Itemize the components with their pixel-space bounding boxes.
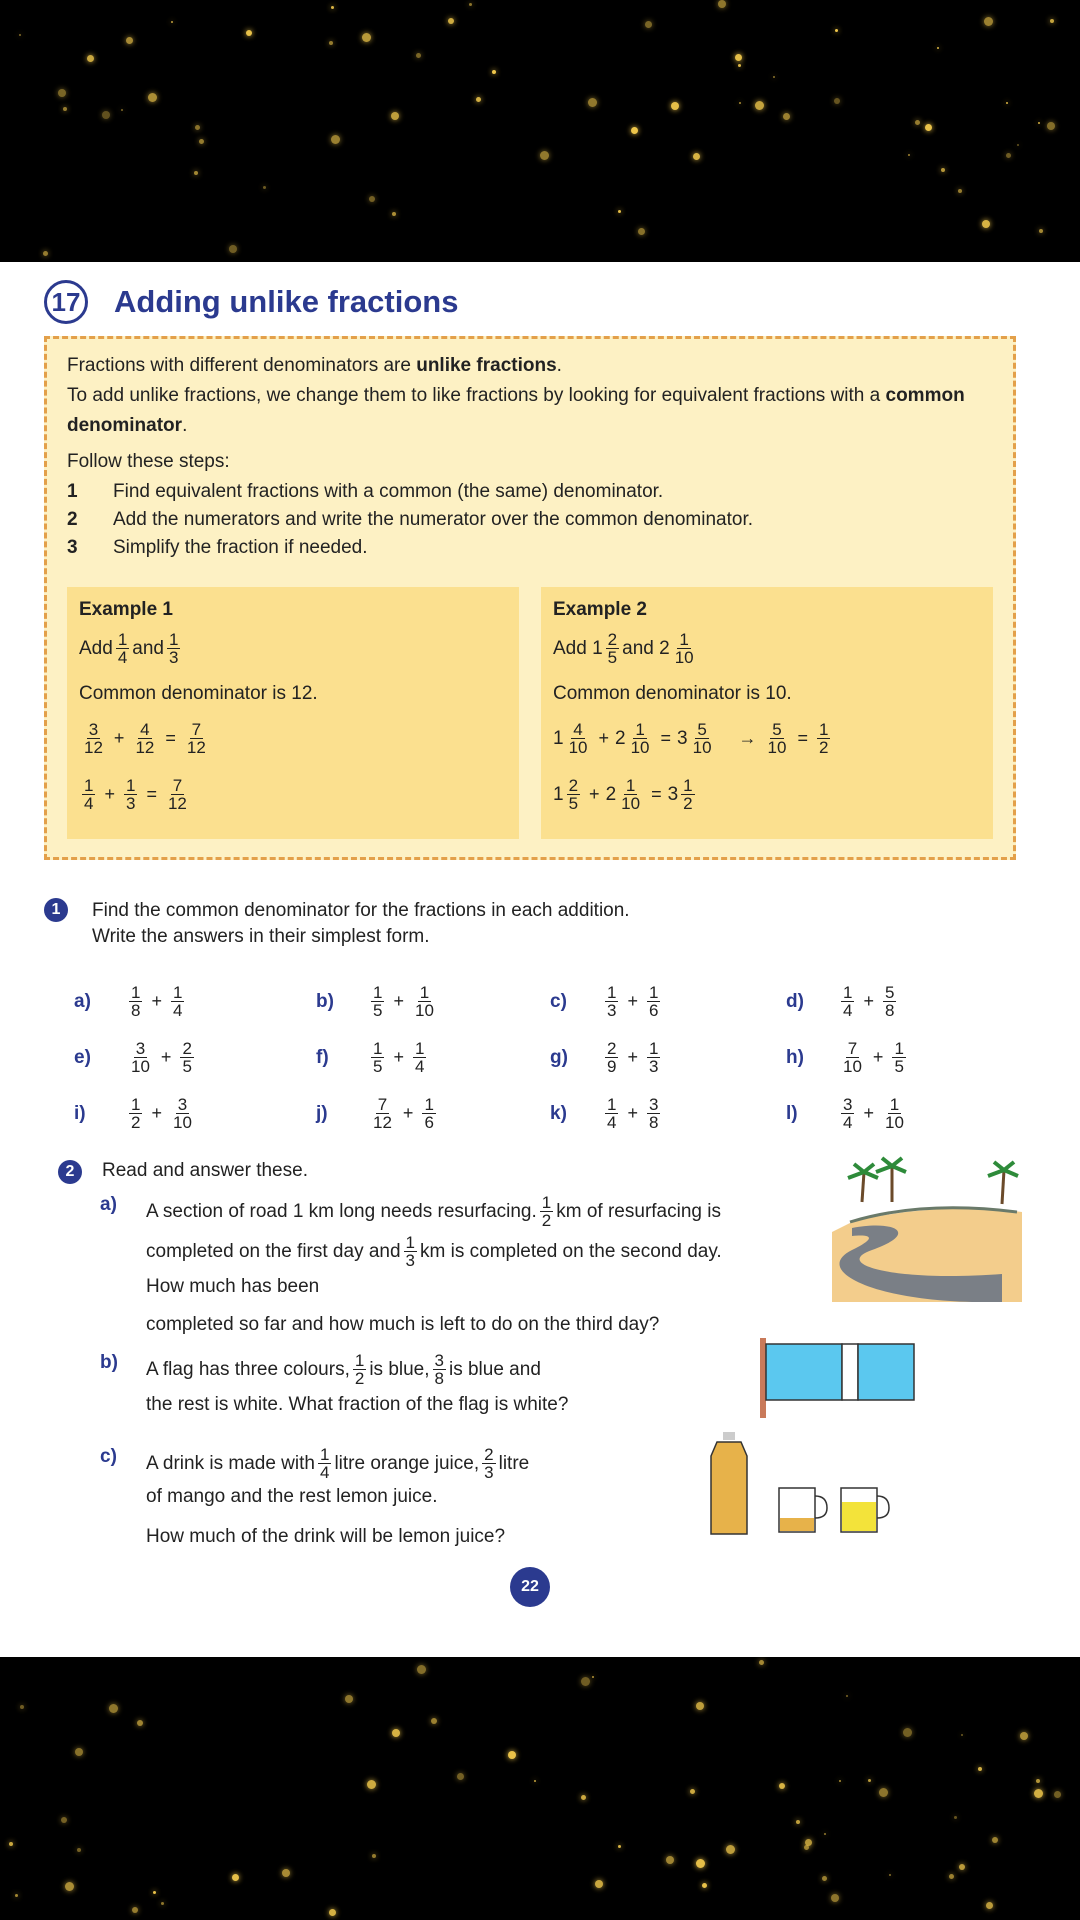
fraction: $\frac{1}{5}$	[894, 1039, 904, 1076]
step-number: 1	[67, 481, 78, 502]
plus-sign: +	[113, 728, 125, 748]
whole-number: 1	[592, 637, 603, 659]
sparkle-dot	[102, 111, 110, 119]
sparkle-dot	[392, 212, 396, 216]
question-2-heading: Read and answer these.	[102, 1160, 308, 1181]
fraction: $\frac{3}{8}$	[648, 1095, 659, 1132]
sparkle-dot	[696, 1702, 704, 1710]
sparkle-dot	[986, 1902, 993, 1909]
sparkle-dot	[982, 220, 990, 228]
exercise-item	[74, 1096, 197, 1131]
exercise-item	[74, 984, 187, 1019]
fraction: $\frac{1}{10}$	[884, 1095, 904, 1132]
sparkle-dot	[954, 1816, 957, 1819]
sparkle-dot	[773, 76, 775, 78]
intro-line2-end: .	[182, 415, 188, 436]
fraction: $\frac{1}{4}$	[843, 983, 853, 1020]
sub-label: b)	[100, 1352, 118, 1373]
step-text: Add the numerators and write the numerator over the common denominator.	[113, 509, 754, 530]
instruction-line: Find the common denominator for the fractions in each addition.	[92, 900, 630, 921]
plus-sign: +	[863, 991, 874, 1011]
plus-sign: +	[151, 991, 162, 1011]
sparkle-dot	[58, 89, 66, 97]
sparkle-dot	[759, 1660, 764, 1665]
equals-sign: =	[146, 784, 157, 804]
sparkle-dot	[194, 171, 198, 175]
sparkle-dot	[476, 97, 481, 102]
plus-sign: +	[402, 1103, 414, 1123]
exercise-item	[74, 1040, 197, 1075]
sparkle-dot	[121, 109, 123, 111]
fraction: $\frac{3}{12}$	[84, 720, 103, 757]
sparkle-dot	[15, 1894, 18, 1897]
item-label: b)	[316, 990, 334, 1012]
palm-tree-icon	[848, 1158, 1018, 1204]
sub-label: c)	[100, 1446, 117, 1467]
exercise-item	[550, 1040, 663, 1075]
sparkle-dot	[391, 112, 399, 120]
plus-sign: +	[627, 1047, 638, 1067]
q2a-line-3: How much has been	[146, 1276, 320, 1297]
fraction: $\frac{1}{2}$	[131, 1095, 141, 1132]
sparkle-dot	[9, 1842, 13, 1846]
q2a-line-1: A section of road 1 km long needs resurfacing. $\frac{1}{2}$ km of resurfacing is	[146, 1193, 721, 1230]
sparkle-dot	[448, 18, 454, 24]
question-1-instructions	[92, 898, 630, 950]
fraction: $\frac{1}{6}$	[424, 1095, 434, 1132]
sparkle-dot	[372, 1854, 376, 1858]
explanation-box	[44, 336, 1016, 860]
plus-sign: +	[151, 1103, 162, 1123]
example-1-answer	[79, 777, 192, 812]
question-2-badge	[58, 1160, 82, 1184]
item-label: g)	[550, 1046, 568, 1068]
sparkle-dot	[738, 64, 741, 67]
fraction: $\frac{4}{10}$	[568, 720, 588, 757]
sparkle-dot	[1050, 19, 1054, 23]
chapter-number-badge: 17	[44, 280, 88, 324]
and-word: and	[132, 637, 164, 659]
sparkle-dot	[915, 120, 920, 125]
sparkle-dot	[1020, 1732, 1028, 1740]
sparkle-dot	[595, 1880, 603, 1888]
item-label: k)	[550, 1102, 567, 1124]
exercise-item	[786, 1096, 909, 1131]
fraction: $\frac{1}{2}$	[818, 720, 829, 757]
sparkle-dot	[925, 124, 932, 131]
exercise-item	[550, 1096, 663, 1131]
q2c-line-1: A drink is made with $\frac{1}{4}$ litre orange juice, $\frac{2}{3}$ litre	[146, 1445, 530, 1482]
fraction: $\frac{1}{10}$	[674, 630, 694, 667]
fraction: $\frac{1}{4}$	[607, 1095, 617, 1132]
step-2	[67, 509, 753, 531]
intro-line1-end: .	[556, 355, 562, 376]
sparkle-dot	[263, 186, 266, 189]
sparkle-dot	[783, 113, 790, 120]
sparkle-dot	[889, 1874, 891, 1876]
example-1-question	[79, 631, 183, 666]
page-number-badge: 22	[510, 1567, 550, 1607]
plus-sign: +	[589, 784, 600, 804]
fraction: $\frac{2}{5}$	[568, 776, 579, 813]
sparkle-dot	[1047, 122, 1055, 130]
sparkle-dot	[492, 70, 496, 74]
sparkle-dot	[868, 1779, 871, 1782]
chapter-header	[44, 280, 458, 324]
sparkle-dot	[984, 17, 993, 26]
equals-sign: =	[660, 728, 672, 748]
sparkle-dot	[195, 125, 200, 130]
fraction: $\frac{1}{3}$	[405, 1233, 416, 1270]
fraction: $\frac{5}{10}$	[692, 720, 712, 757]
plus-sign: +	[863, 1103, 874, 1123]
example-2-panel	[541, 587, 993, 839]
exercise-item	[316, 1040, 429, 1075]
sparkle-dot	[693, 153, 700, 160]
fraction: $\frac{7}{12}$	[373, 1095, 392, 1132]
step-number: 2	[67, 509, 78, 530]
sparkle-dot	[958, 189, 962, 193]
sparkle-dot	[879, 1788, 888, 1797]
intro-line1-text: Fractions with different denominators are	[67, 355, 417, 376]
fraction: $\frac{1}{10}$	[630, 720, 650, 757]
sub-label: a)	[100, 1194, 117, 1215]
sparkle-dot	[834, 98, 840, 104]
sparkle-dot	[755, 101, 764, 110]
sparkle-dot	[581, 1795, 586, 1800]
fraction: $\frac{4}{12}$	[135, 720, 155, 757]
question-number: 2	[58, 1160, 82, 1184]
plus-sign: +	[598, 728, 610, 748]
sparkle-dot	[941, 168, 945, 172]
example-1-working	[79, 721, 211, 756]
sparkle-dot	[540, 151, 549, 160]
add-word: Add	[553, 637, 587, 659]
sparkle-dot	[581, 1677, 590, 1686]
fraction: $\frac{1}{5}$	[373, 1039, 383, 1076]
sparkle-dot	[65, 1882, 74, 1891]
sparkle-dot	[77, 1848, 81, 1852]
intro-term-common: common denominator	[67, 385, 965, 436]
sparkle-dot	[937, 47, 939, 49]
fraction: $\frac{2}{5}$	[182, 1039, 192, 1076]
sparkle-dot	[20, 1705, 24, 1709]
arrow-right-icon: →	[738, 728, 757, 748]
intro-term-unlike: unlike fractions	[416, 355, 557, 376]
sparkle-dot	[282, 1869, 290, 1877]
fraction: $\frac{1}{3}$	[648, 1039, 659, 1076]
plus-sign: +	[104, 784, 115, 804]
sparkle-dot	[696, 1859, 705, 1868]
item-label: j)	[316, 1102, 328, 1124]
sparkle-dot	[592, 1676, 594, 1678]
exercise-item	[550, 984, 663, 1019]
sparkle-dot	[961, 1734, 963, 1736]
item-label: d)	[786, 990, 804, 1012]
exercise-item	[786, 984, 899, 1019]
fraction: $\frac{1}{5}$	[373, 983, 383, 1020]
sparkle-dot	[1017, 144, 1019, 146]
fraction: $\frac{5}{10}$	[767, 720, 787, 757]
sparkle-dot	[618, 1845, 621, 1848]
fraction: $\frac{1}{4}$	[319, 1445, 330, 1482]
steps-heading: Follow these steps:	[67, 451, 230, 472]
sparkle-dot	[1039, 229, 1043, 233]
example-2-question	[553, 631, 699, 666]
fraction: $\frac{3}{4}$	[843, 1095, 853, 1132]
fraction: $\frac{1}{4}$	[84, 776, 94, 813]
instruction-line: Write the answers in their simplest form.	[92, 926, 430, 947]
sparkle-dot	[1036, 1779, 1040, 1783]
fraction: $\frac{2}{5}$	[607, 630, 618, 667]
sparkle-dot	[804, 1845, 809, 1850]
q2b-line-1: A flag has three colours, $\frac{1}{2}$ is blue, $\frac{3}{8}$ is blue and	[146, 1351, 541, 1388]
item-label: h)	[786, 1046, 804, 1068]
sparkle-dot	[1034, 1789, 1043, 1798]
step-number: 3	[67, 537, 78, 558]
sparkle-dot	[148, 93, 157, 102]
sparkle-dot	[959, 1864, 965, 1870]
item-label: e)	[74, 1046, 91, 1068]
sparkle-dot	[992, 1837, 998, 1843]
item-label: l)	[786, 1102, 798, 1124]
fraction: $\frac{5}{8}$	[884, 983, 895, 1020]
sparkle-dot	[246, 30, 252, 36]
jug-icon	[779, 1488, 827, 1532]
chapter-title: Adding unlike fractions	[114, 284, 459, 319]
sparkle-dot	[831, 1894, 839, 1902]
add-word: Add	[79, 637, 113, 659]
sparkle-dot	[978, 1767, 982, 1771]
sparkle-dot	[331, 6, 334, 9]
example-1-title: Example 1	[79, 599, 173, 620]
example-1-panel	[67, 587, 519, 839]
exercise-item	[316, 1096, 439, 1131]
item-label: c)	[550, 990, 567, 1012]
sparkle-dot	[718, 0, 726, 8]
sparkle-dot	[229, 245, 237, 253]
sparkle-dot	[1038, 122, 1040, 124]
sparkle-dot	[739, 102, 741, 104]
whole-number: 3	[667, 783, 679, 805]
fraction: $\frac{1}{10}$	[414, 983, 434, 1020]
fraction: $\frac{1}{6}$	[648, 983, 659, 1020]
flag-illustration	[758, 1338, 918, 1418]
fraction: $\frac{1}{4}$	[414, 1039, 425, 1076]
whole-number: 3	[677, 727, 688, 749]
plus-sign: +	[627, 1103, 638, 1123]
sparkle-dot	[392, 1729, 400, 1737]
fraction: $\frac{1}{3}$	[607, 983, 617, 1020]
sparkle-dot	[362, 33, 371, 42]
sparkle-dot	[199, 139, 204, 144]
sparkle-dot	[1006, 153, 1011, 158]
whole-number: 2	[615, 727, 626, 749]
step-1	[67, 481, 663, 503]
sparkle-dot	[153, 1891, 156, 1894]
sparkle-dot	[43, 251, 48, 256]
sparkle-dot	[87, 55, 94, 62]
example-1-common: Common denominator is 12.	[79, 683, 318, 704]
q2b-line-2: the rest is white. What fraction of the flag is white?	[146, 1394, 569, 1415]
sparkle-dot	[132, 1907, 138, 1913]
whole-number: 1	[553, 727, 564, 749]
sparkle-dot	[588, 98, 597, 107]
exercise-item	[786, 1040, 909, 1075]
sparkle-dot	[126, 37, 133, 44]
plus-sign: +	[393, 1047, 404, 1067]
jug-icon	[841, 1488, 889, 1532]
sparkle-dot	[671, 102, 679, 110]
textbook-page	[0, 262, 1080, 1657]
example-2-working	[553, 721, 833, 756]
sparkle-dot	[431, 1718, 437, 1724]
plus-sign: +	[393, 991, 404, 1011]
sparkle-dot	[534, 1780, 536, 1782]
whole-number: 1	[553, 783, 564, 805]
whole-number: 2	[659, 637, 670, 659]
fraction: $\frac{7}{12}$	[186, 720, 206, 757]
question-number: 1	[44, 898, 68, 922]
sparkle-dot	[839, 1780, 841, 1782]
sparkle-dot	[735, 54, 742, 61]
fraction: $\frac{3}{8}$	[434, 1351, 444, 1388]
plus-sign: +	[627, 991, 638, 1011]
fraction: $\frac{1}{4}$	[117, 630, 128, 667]
equals-sign: =	[797, 728, 808, 748]
sparkle-dot	[417, 1665, 426, 1674]
q2c-line-3: How much of the drink will be lemon juice?	[146, 1526, 506, 1547]
fraction: $\frac{1}{3}$	[168, 630, 179, 667]
equals-sign: =	[651, 784, 662, 804]
fraction: $\frac{1}{3}$	[125, 776, 136, 813]
fraction: $\frac{1}{8}$	[131, 983, 141, 1020]
sparkle-dot	[638, 228, 645, 235]
q2a-line-2: completed on the first day and $\frac{1}{3}$ km is completed on the second day.	[146, 1233, 722, 1270]
sparkle-dot	[631, 127, 638, 134]
plus-sign: +	[160, 1047, 172, 1067]
fraction: $\frac{1}{4}$	[172, 983, 183, 1020]
sparkle-dot	[949, 1874, 954, 1879]
fraction: $\frac{1}{10}$	[621, 776, 641, 813]
sparkle-dot	[61, 1817, 67, 1823]
sparkle-dot	[19, 34, 21, 36]
sparkle-dot	[908, 154, 910, 156]
sparkle-dot	[779, 1783, 785, 1789]
q2c-line-2: of mango and the rest lemon juice.	[146, 1486, 438, 1507]
intro-text	[67, 351, 1007, 441]
fraction: $\frac{3}{10}$	[172, 1095, 192, 1132]
sparkle-dot	[469, 3, 472, 6]
sparkle-dot	[822, 1876, 827, 1881]
sparkle-dot	[1054, 1791, 1061, 1798]
example-2-answer	[553, 777, 698, 812]
question-1-badge	[44, 898, 68, 922]
sparkle-dot	[369, 196, 375, 202]
item-label: i)	[74, 1102, 86, 1124]
item-label: a)	[74, 990, 91, 1012]
sparkle-dot	[345, 1695, 353, 1703]
sparkle-dot	[835, 29, 838, 32]
sparkle-dot	[796, 1820, 800, 1824]
sparkle-dot	[367, 1780, 376, 1789]
step-3	[67, 537, 368, 559]
example-2-title: Example 2	[553, 599, 647, 620]
sparkle-dot	[645, 21, 652, 28]
fraction: $\frac{2}{9}$	[607, 1039, 617, 1076]
fraction: $\frac{1}{2}$	[541, 1193, 552, 1230]
plus-sign: +	[872, 1047, 884, 1067]
top-starfield-background	[0, 0, 1080, 262]
sparkle-dot	[416, 53, 421, 58]
sparkle-dot	[508, 1751, 516, 1759]
sparkle-dot	[457, 1773, 464, 1780]
sparkle-dot	[1006, 102, 1008, 104]
sparkle-dot	[331, 135, 340, 144]
drink-illustration	[705, 1430, 905, 1540]
sparkle-dot	[726, 1845, 735, 1854]
sparkle-dot	[137, 1720, 143, 1726]
intro-line2-text: To add unlike fractions, we change them to like fractions by looking for equivalent fractions with a	[67, 385, 886, 406]
sparkle-dot	[329, 1909, 336, 1916]
q2a-line-4: completed so far and how much is left to do on the third day?	[146, 1314, 660, 1335]
sparkle-dot	[329, 41, 333, 45]
sparkle-dot	[846, 1695, 848, 1697]
fraction: $\frac{1}{2}$	[354, 1351, 365, 1388]
sparkle-dot	[232, 1874, 239, 1881]
whole-number: 2	[605, 783, 617, 805]
step-text: Simplify the fraction if needed.	[113, 537, 368, 558]
fraction: $\frac{2}{3}$	[484, 1445, 494, 1482]
sparkle-dot	[618, 210, 621, 213]
fraction: $\frac{1}{2}$	[683, 776, 693, 813]
sparkle-dot	[109, 1704, 118, 1713]
fraction: $\frac{7}{10}$	[843, 1039, 862, 1076]
fraction: $\frac{7}{12}$	[167, 776, 187, 813]
exercise-item	[316, 984, 439, 1019]
sparkle-dot	[171, 21, 173, 23]
sparkle-dot	[690, 1789, 695, 1794]
sparkle-dot	[824, 1833, 826, 1835]
sparkle-dot	[702, 1883, 707, 1888]
item-label: f)	[316, 1046, 329, 1068]
equals-sign: =	[165, 728, 176, 748]
bottom-starfield-background	[0, 1657, 1080, 1920]
road-illustration	[832, 1142, 1030, 1302]
sparkle-dot	[75, 1748, 83, 1756]
sparkle-dot	[63, 107, 67, 111]
sparkle-dot	[161, 1902, 164, 1905]
example-2-common: Common denominator is 10.	[553, 683, 792, 704]
sparkle-dot	[666, 1856, 674, 1864]
step-text: Find equivalent fractions with a common (the same) denominator.	[113, 481, 664, 502]
and-word: and	[622, 637, 654, 659]
sparkle-dot	[903, 1728, 912, 1737]
fraction: $\frac{3}{10}$	[131, 1039, 150, 1076]
